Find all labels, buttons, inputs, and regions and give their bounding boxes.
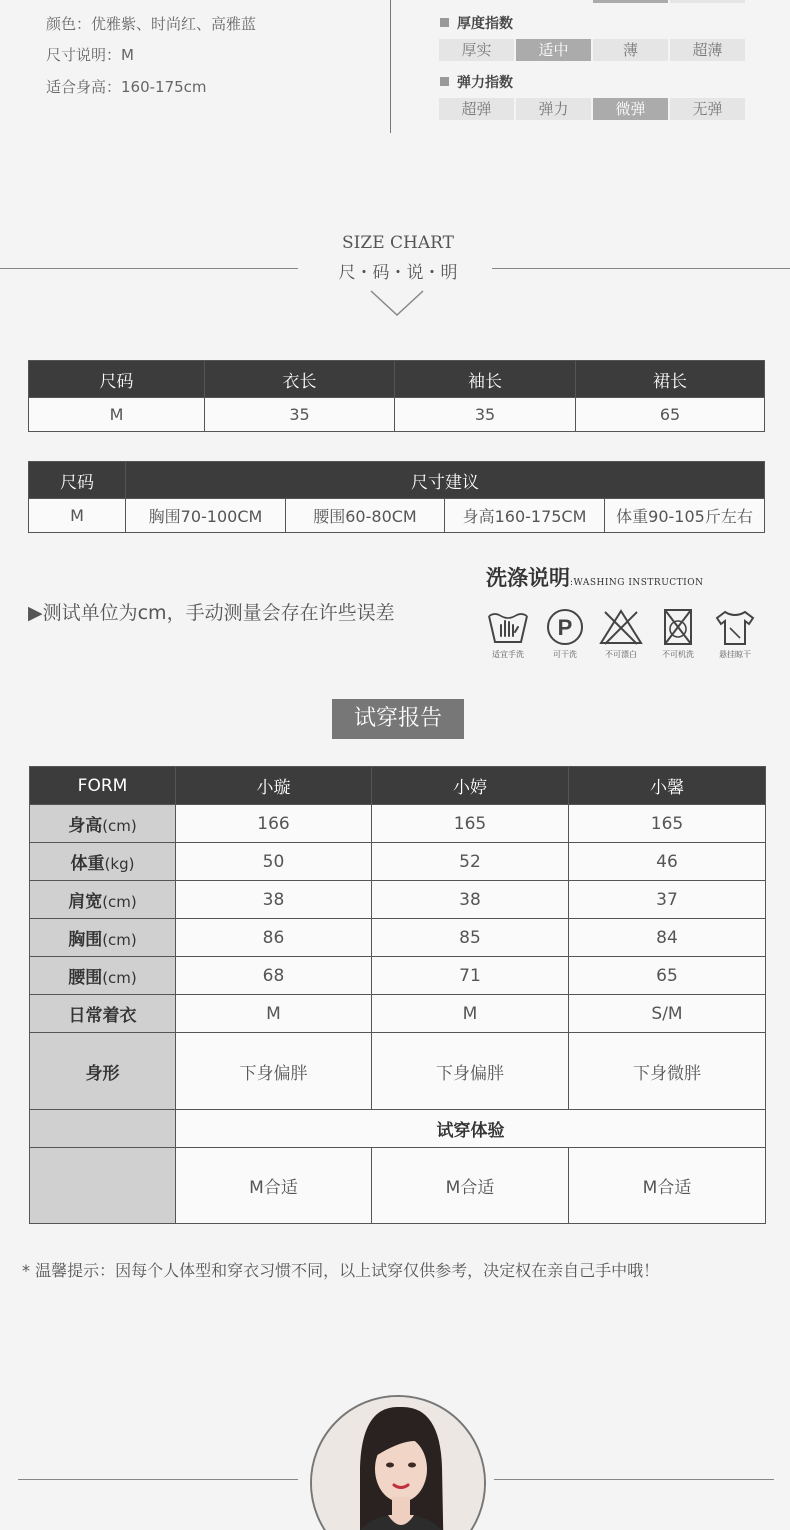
hang-dry-icon: 悬挂晾干 xyxy=(705,608,765,660)
divider-line xyxy=(492,268,790,269)
table-header: FORM xyxy=(30,767,176,805)
measure-note: ▶测试单位为cm，手动测量会存在许些误差 xyxy=(28,602,395,624)
table-cell: 50 xyxy=(176,843,372,881)
table-cell: S/M xyxy=(569,995,766,1033)
table-cell: M合适 xyxy=(569,1148,766,1224)
index-option: 厚实 xyxy=(439,39,514,61)
row-label-empty xyxy=(30,1110,176,1148)
elasticity-index-title: 弹力指数 xyxy=(440,72,513,92)
table-cell: 下身偏胖 xyxy=(372,1033,569,1110)
index-option-selected: 适中 xyxy=(516,39,591,61)
table-cell: 166 xyxy=(176,805,372,843)
table-cell: 165 xyxy=(372,805,569,843)
table-cell: M合适 xyxy=(176,1148,372,1224)
table-header: 小婷 xyxy=(372,767,569,805)
model-avatar xyxy=(310,1395,486,1530)
row-label-empty xyxy=(30,1148,176,1224)
index-option: 弹力 xyxy=(516,98,591,120)
index-option-selected: 微弹 xyxy=(593,98,668,120)
table-cell: 65 xyxy=(576,398,765,432)
table-cell: 身高160-175CM xyxy=(445,499,605,533)
row-label: 身高(cm) xyxy=(30,805,176,843)
no-bleach-icon: 不可漂白 xyxy=(591,608,651,660)
table-cell: 38 xyxy=(176,881,372,919)
row-label: 身形 xyxy=(30,1033,176,1110)
table-row xyxy=(29,398,765,432)
table-cell: 85 xyxy=(372,919,569,957)
table-row xyxy=(30,1110,766,1148)
table-row xyxy=(30,843,766,881)
divider-line xyxy=(494,1479,774,1480)
table-cell: M xyxy=(176,995,372,1033)
table-cell: 下身偏胖 xyxy=(176,1033,372,1110)
chevron-down-icon xyxy=(369,288,425,318)
height-info: 适合身高：160-175cm xyxy=(46,78,207,96)
table-cell: 86 xyxy=(176,919,372,957)
table-cell: 37 xyxy=(569,881,766,919)
table-header: 尺码 xyxy=(29,462,126,499)
table-row xyxy=(30,957,766,995)
size-table xyxy=(28,360,765,432)
tip-note: * 温馨提示：因每个人体型和穿衣习惯不同，以上试穿仅供参考，决定权在亲自己手中哦！ xyxy=(22,1261,660,1280)
table-header: 小璇 xyxy=(176,767,372,805)
experience-title: 试穿体验 xyxy=(176,1110,766,1148)
table-cell: 68 xyxy=(176,957,372,995)
divider-line xyxy=(18,1479,298,1480)
table-row xyxy=(30,995,766,1033)
table-cell: 35 xyxy=(205,398,395,432)
table-cell: 65 xyxy=(569,957,766,995)
washing-title: 洗涤说明:WASHING INSTRUCTION xyxy=(486,565,704,590)
vertical-divider xyxy=(390,0,391,133)
hand-wash-icon: 适宜手洗 xyxy=(478,608,538,660)
table-cell: 下身微胖 xyxy=(569,1033,766,1110)
partial-index-bar xyxy=(670,0,745,3)
no-machine-wash-icon: 不可机洗 xyxy=(648,608,708,660)
table-header: 尺寸建议 xyxy=(126,462,765,499)
size-chart-subtitle: 尺・码・说・明 xyxy=(338,263,458,283)
elasticity-index-row xyxy=(439,98,745,120)
svg-text:P: P xyxy=(557,615,573,640)
table-cell: M xyxy=(29,499,126,533)
row-label: 腰围(cm) xyxy=(30,957,176,995)
table-cell: M xyxy=(372,995,569,1033)
index-option: 超弹 xyxy=(439,98,514,120)
table-cell: 84 xyxy=(569,919,766,957)
index-option: 超薄 xyxy=(670,39,745,61)
row-label: 日常着衣 xyxy=(30,995,176,1033)
divider-line xyxy=(0,268,298,269)
table-cell: 38 xyxy=(372,881,569,919)
size-suggestion-table xyxy=(28,461,765,533)
table-header: 尺码 xyxy=(29,361,205,398)
table-header: 裙长 xyxy=(576,361,765,398)
row-label: 胸围(cm) xyxy=(30,919,176,957)
table-header: 衣长 xyxy=(205,361,395,398)
try-on-report-label: 试穿报告 xyxy=(332,699,464,739)
thickness-index-row xyxy=(439,39,745,61)
top-partial-line xyxy=(46,0,276,2)
size-chart-title: SIZE CHART xyxy=(342,233,454,253)
table-cell: 46 xyxy=(569,843,766,881)
index-option: 薄 xyxy=(593,39,668,61)
try-on-table xyxy=(29,766,766,1224)
dry-clean-icon: P 可干洗 xyxy=(535,608,595,660)
table-cell: 71 xyxy=(372,957,569,995)
partial-index-bar xyxy=(593,0,668,3)
table-cell: 胸围70-100CM xyxy=(126,499,286,533)
size-info: 尺寸说明：M xyxy=(46,46,134,64)
table-row xyxy=(29,499,765,533)
row-label: 肩宽(cm) xyxy=(30,881,176,919)
table-cell: 52 xyxy=(372,843,569,881)
table-cell: 35 xyxy=(395,398,576,432)
table-header: 袖长 xyxy=(395,361,576,398)
table-row xyxy=(30,1033,766,1110)
table-row xyxy=(30,881,766,919)
table-row xyxy=(30,919,766,957)
table-header: 小馨 xyxy=(569,767,766,805)
index-option: 无弹 xyxy=(670,98,745,120)
table-cell: 165 xyxy=(569,805,766,843)
color-info: 颜色：优雅紫、时尚红、高雅蓝 xyxy=(46,15,257,33)
table-row xyxy=(30,1148,766,1224)
table-cell: 体重90-105斤左右 xyxy=(605,499,765,533)
table-cell: 腰围60-80CM xyxy=(286,499,445,533)
table-cell: M xyxy=(29,398,205,432)
table-row xyxy=(30,805,766,843)
row-label: 体重(kg) xyxy=(30,843,176,881)
thickness-index-title: 厚度指数 xyxy=(440,13,513,33)
table-cell: M合适 xyxy=(372,1148,569,1224)
